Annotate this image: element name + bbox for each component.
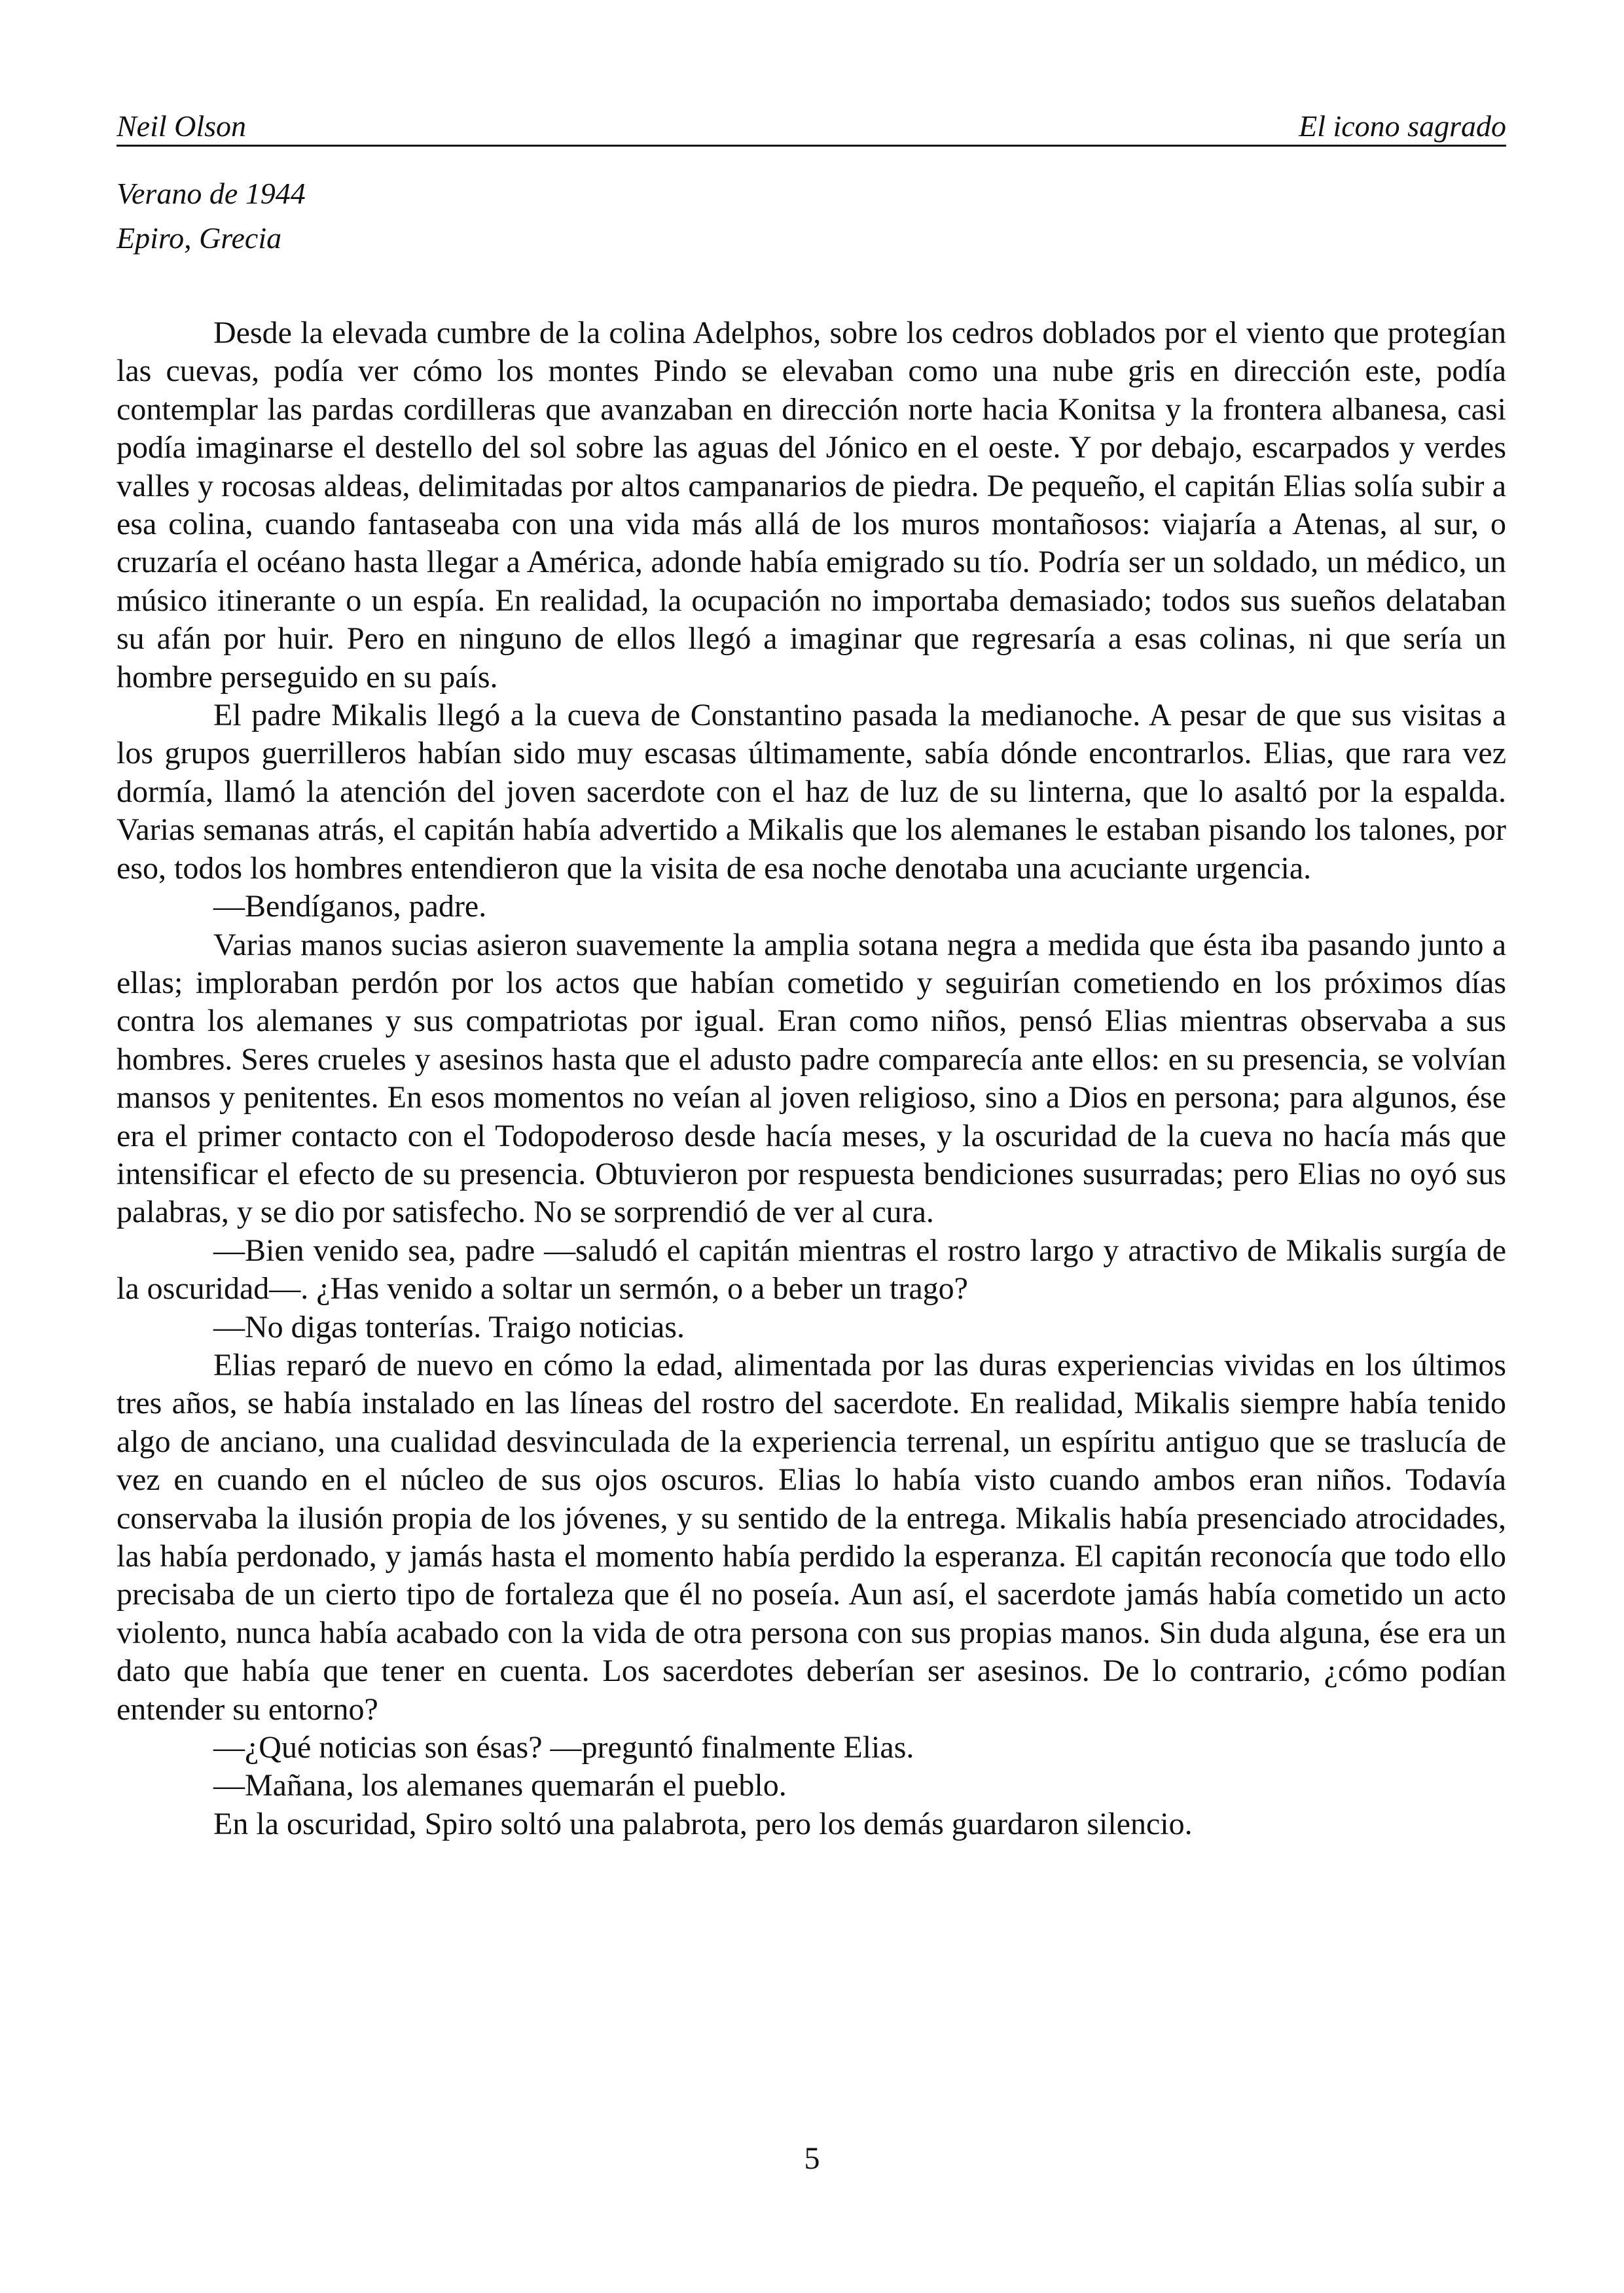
header-author: Neil Olson: [117, 109, 247, 143]
dateline: [117, 172, 306, 261]
header-book-title: El icono sagrado: [1299, 109, 1506, 143]
body-text: [117, 314, 1506, 1843]
dialogue-line: —Mañana, los alemanes quemarán el pueblo.: [213, 1768, 787, 1803]
paragraph: El padre Mikalis llegó a la cueva de Constantino pasada la medianoche. A pesar de que sus visitas a los grupos guerrilleros habían sido muy escasas últimamente, sabía dónde encontrarlos. Elias, que rara vez dormía, llamó la atención del joven sacerdote con el haz de luz de su linterna, que lo asaltó por la espalda. Varias semanas atrás, el capitán había advertido a Mikalis que los alemanes le estaban pisando los talones, por eso, todos los hombres entendieron que la visita de esa noche denotaba una acuciante urgencia.: [117, 698, 1506, 886]
page-number: 5: [804, 2141, 820, 2176]
dateline-date: Verano de 1944: [117, 177, 306, 210]
dialogue-line: —¿Qué noticias son ésas? —preguntó finalmente Elias.: [213, 1730, 914, 1765]
dialogue-line: —No digas tonterías. Traigo noticias.: [213, 1309, 685, 1345]
paragraph: Varias manos sucias asieron suavemente la amplia sotana negra a medida que ésta iba pasando junto a ellas; imploraban perdón por los actos que habían cometido y seguirían cometiendo en los próximos días contra los alemanes y sus compatriotas por igual. Eran como niños, pensó Elias mientras observaba a sus hombres. Seres crueles y asesinos hasta que el adusto padre comparecía ante ellos: en su presencia, se volvían mansos y penitentes. En esos momentos no veían al joven religioso, sino a Dios en persona; para algunos, ése era el primer contacto con el Todopoderoso desde hacía meses, y la oscuridad de la cueva no hacía más que intensificar el efecto de su presencia. Obtuvieron por respuesta bendiciones susurradas; pero Elias no oyó sus palabras, y se dio por satisfecho. No se sorprendió de ver al cura.: [117, 927, 1506, 1230]
paragraph: Elias reparó de nuevo en cómo la edad, alimentada por las duras experiencias vividas en los últimos tres años, se había instalado en las líneas del rostro del sacerdote. En realidad, Mikalis siempre había tenido algo de anciano, una cualidad desvinculada de la experiencia terrenal, un espíritu antiguo que se traslucía de vez en cuando en el núcleo de sus ojos oscuros. Elias lo había visto cuando ambos eran niños. Todavía conservaba la ilusión propia de los jóvenes, y su sentido de la entrega. Mikalis había presenciado atrocidades, las había perdonado, y jamás hasta el momento había perdido la esperanza. El capitán reconocía que todo ello precisaba de un cierto tipo de fortaleza que él no poseía. Aun así, el sacerdote jamás había cometido un acto violento, nunca había acabado con la vida de otra persona con sus propias manos. Sin duda alguna, ése era un dato que había que tener en cuenta. Los sacerdotes deberían ser asesinos. De lo contrario, ¿cómo podían entender su entorno?: [117, 1347, 1506, 1727]
running-header: [117, 108, 1506, 147]
dialogue-line: —Bendíganos, padre.: [213, 889, 487, 924]
paragraph: Desde la elevada cumbre de la colina Adelphos, sobre los cedros doblados por el viento que protegían las cuevas, podía ver cómo los montes Pindo se elevaban como una nube gris en dirección este, podía contemplar las pardas cordilleras que avanzaban en dirección norte hacia Konitsa y la frontera albanesa, casi podía imaginarse el destello del sol sobre las aguas del Jónico en el oeste. Y por debajo, escarpados y verdes valles y rocosas aldeas, delimitadas por altos campanarios de piedra. De pequeño, el capitán Elias solía subir a esa colina, cuando fantaseaba con una vida más allá de los muros montañosos: viajaría a Atenas, al sur, o cruzaría el océano hasta llegar a América, adonde había emigrado su tío. Podría ser un soldado, un médico, un músico itinerante o un espía. En realidad, la ocupación no importaba demasiado; todos sus sueños delataban su afán por huir. Pero en ninguno de ellos llegó a imaginar que regresaría a esas colinas, ni que sería un hombre perseguido en su país.: [117, 316, 1506, 695]
dateline-place: Epiro, Grecia: [117, 221, 282, 255]
paragraph: En la oscuridad, Spiro soltó una palabrota, pero los demás guardaron silencio.: [213, 1806, 1193, 1841]
dialogue-line: —Bien venido sea, padre —saludó el capitán mientras el rostro largo y atractivo de Mikalis surgía de la oscuridad—. ¿Has venido a soltar un sermón, o a beber un trago?: [117, 1233, 1506, 1307]
